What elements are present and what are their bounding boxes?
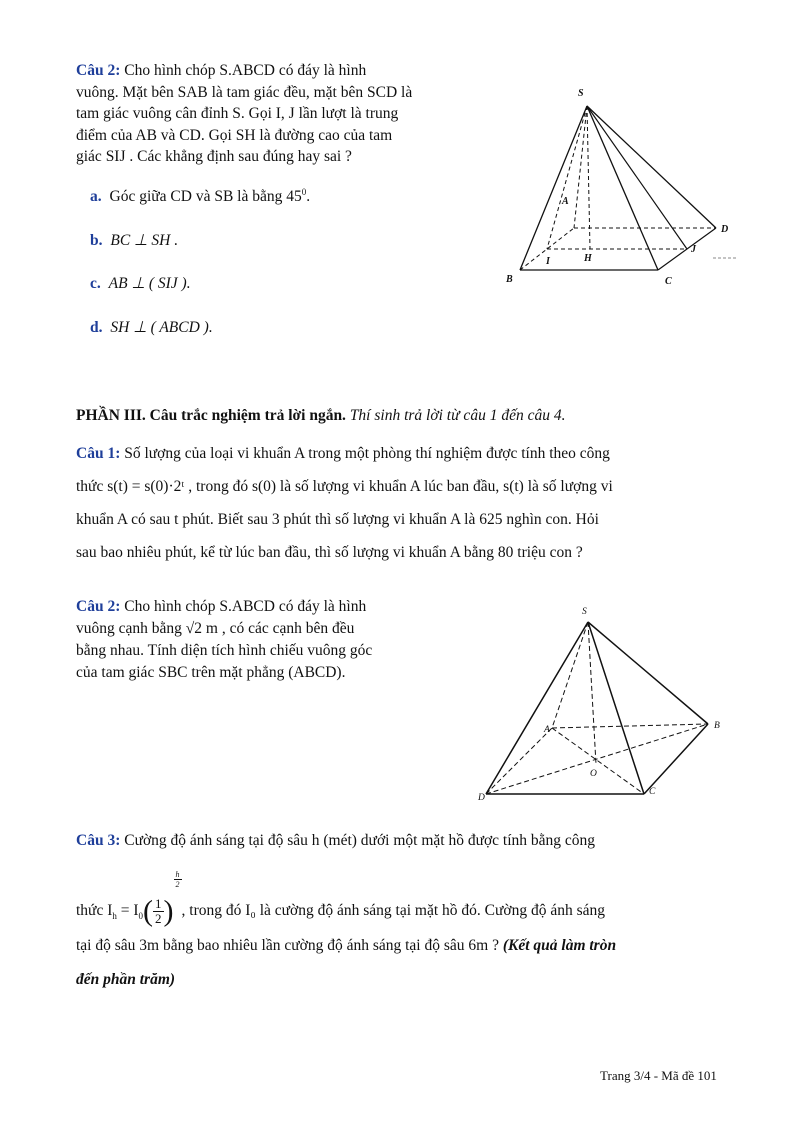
q1-line2: thức s(t) = s(0)·2ᵗ , trong đó s(0) là số lượng vi khuẩn A lúc ban đầu, s(t) là số lượng vi xyxy=(76,478,613,495)
pyramid-figure-1 xyxy=(498,80,748,295)
q2a-option-b: b. BC ⊥ SH . xyxy=(90,232,179,249)
fig1-label-J: J xyxy=(691,244,696,255)
fig2-label-D: D xyxy=(478,793,485,803)
q3-line1: Câu 3: Cường độ ánh sáng tại độ sâu h (mét) dưới một mặt hồ được tính bằng công xyxy=(76,832,596,849)
q2b-line3: bằng nhau. Tính diện tích hình chiếu vuông góc xyxy=(76,642,373,659)
q2b-line4: của tam giác SBC trên mặt phẳng (ABCD). xyxy=(76,664,346,681)
fig1-label-I: I xyxy=(546,256,550,267)
q2a-line4: điểm của AB và CD. Gọi SH là đường cao của tam xyxy=(76,126,393,144)
fig1-label-A: A xyxy=(562,196,569,207)
q2b-line1: Câu 2: Cho hình chóp S.ABCD có đáy là hình xyxy=(76,598,367,615)
q2a-line2: vuông. Mặt bên SAB là tam giác đều, mặt bên SCD là xyxy=(76,83,413,101)
formula-rest: , trong đó I₀ là cường độ ánh sáng tại mặt hồ đó. Cường độ ánh sáng xyxy=(181,902,605,919)
fig1-label-S: S xyxy=(578,88,584,99)
formula-eq: = I xyxy=(116,902,139,919)
formula-sub-0: 0 xyxy=(138,911,144,922)
fig1-label-B: B xyxy=(506,274,513,285)
fig2-label-A: A xyxy=(544,725,550,735)
q2a-label: Câu 2: xyxy=(76,62,121,79)
q2a-line3: tam giác vuông cân đỉnh S. Gọi I, J lần lượt là trung xyxy=(76,105,399,123)
q2b-line2: vuông cạnh bằng √2 m , có các cạnh bên đều xyxy=(76,620,355,637)
pyramid-figure-2 xyxy=(476,604,736,804)
formula-sub-h: h xyxy=(112,911,117,922)
fig2-label-S: S xyxy=(582,607,587,617)
q2a-line5: giác SIJ . Các khẳng định sau đúng hay sai ? xyxy=(76,148,352,166)
formula-I: thức I xyxy=(76,902,113,919)
q2a-option-c: c. AB ⊥ ( SIJ ). xyxy=(90,275,191,292)
fig1-label-H: H xyxy=(584,253,592,264)
fig1-label-C: C xyxy=(665,276,672,287)
q1-line1: Câu 1: Số lượng của loại vi khuẩn A trong một phòng thí nghiệm được tính theo công xyxy=(76,445,610,462)
q2a-option-a: a. Góc giữa CD và SB là bằng $45^0$. xyxy=(90,187,311,206)
fig2-label-B: B xyxy=(714,721,720,731)
formula-exponent: $\frac{h}{2}$ xyxy=(175,870,180,889)
fig1-label-D: D xyxy=(721,224,729,235)
q2a-text xyxy=(76,60,486,168)
fig2-label-C: C xyxy=(649,787,656,797)
q1-text xyxy=(76,437,726,569)
fig2-label-O: O xyxy=(590,769,597,779)
q2b-text xyxy=(76,596,456,684)
formula-frac: $\frac{1}{2}$ xyxy=(155,895,162,926)
q2a-option-d: d. SH ⊥ ( ABCD ). xyxy=(90,319,213,336)
q2a-line1: Câu 2: Cho hình chóp S.ABCD có đáy là hình xyxy=(76,62,367,79)
q1-line3: khuẩn A có sau t phút. Biết sau 3 phút thì số lượng vi khuẩn A là 625 nghìn con. Hỏi xyxy=(76,511,599,528)
q3-line4: đến phần trăm) xyxy=(76,971,176,988)
part3-heading: PHẦN III. Câu trắc nghiệm trả lời ngắn. Thí sinh trả lời từ câu 1 đến câu 4. xyxy=(76,407,566,424)
page-footer: Trang 3/4 - Mã đề 101 xyxy=(600,1068,717,1083)
q1-line4: sau bao nhiêu phút, kể từ lúc ban đầu, thì số lượng vi khuẩn A bằng 80 triệu con ? xyxy=(76,544,583,561)
q3-formula-line: thức $I_h = I_0$( $\frac{1}{2}$ ) $\frac{h}{2}$ , trong đó I₀ là cường độ ánh sáng tại mặt hồ đó. Cường độ ánh sáng xyxy=(76,870,605,928)
q3-line3: tại độ sâu 3m bằng bao nhiêu lần cường độ ánh sáng tại độ sâu 6m ? (Kết quả làm tròn xyxy=(76,937,617,954)
